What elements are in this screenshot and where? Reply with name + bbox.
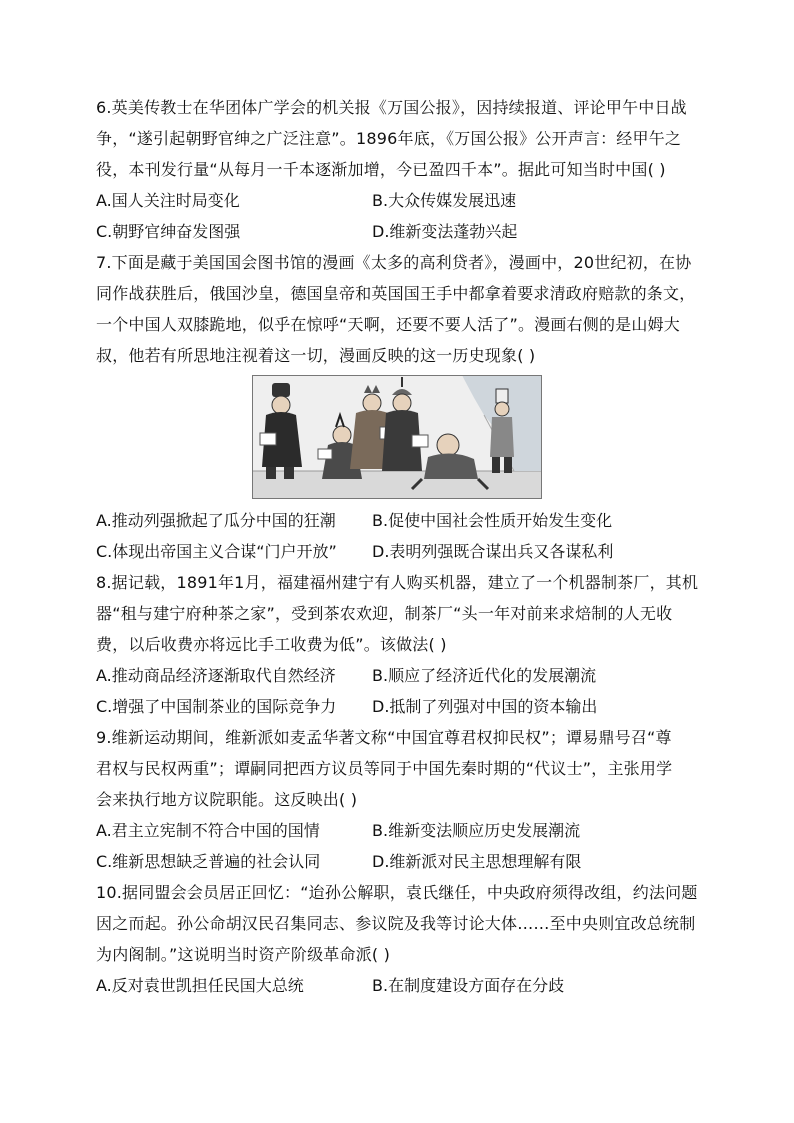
question-7-line-3: 一个中国人双膝跪地，似乎在惊呼“天啊，还要不要人活了”。漫画右侧的是山姆大	[96, 315, 680, 334]
question-7-line-2: 同作战获胜后，俄国沙皇，德国皇帝和英国国王手中都拿着要求清政府赔款的条文，	[96, 284, 696, 303]
question-8-line-3: 费，以后收费亦将远比手工收费为低”。该做法( )	[96, 635, 447, 654]
question-10-options-row-1	[96, 970, 698, 1001]
question-6-options-row-1	[96, 185, 698, 216]
cartoon-illustration	[252, 375, 542, 499]
question-7-line-4: 叔，他若有所思地注视着这一切，漫画反映的这一历史现象( )	[96, 346, 536, 365]
question-8-option-d[interactable]: D.抵制了列强对中国的资本输出	[372, 697, 598, 716]
question-8-options-row-2	[96, 691, 698, 722]
question-6-option-b[interactable]: B.大众传媒发展迅速	[372, 191, 517, 210]
exam-page	[96, 92, 698, 1001]
question-7-options-row-1	[96, 505, 698, 536]
question-9-option-a[interactable]: A.君主立宪制不符合中国的国情	[96, 821, 320, 840]
question-10	[96, 877, 698, 1001]
question-7-option-d[interactable]: D.表明列强既合谋出兵又各谋私利	[372, 542, 614, 561]
question-8-option-b[interactable]: B.顺应了经济近代化的发展潮流	[372, 666, 597, 685]
question-9-options-row-2	[96, 846, 698, 877]
question-8-option-a[interactable]: A.推动商品经济逐渐取代自然经济	[96, 666, 336, 685]
question-9-line-2: 君权与民权两重”；谭嗣同把西方议员等同于中国先秦时期的“代议士”，主张用学	[96, 759, 673, 778]
question-9-option-b[interactable]: B.维新变法顺应历史发展潮流	[372, 821, 581, 840]
question-6-line-1: 6.英美传教士在华团体广学会的机关报《万国公报》，因持续报道、评论甲午中日战	[96, 98, 687, 117]
question-9-options-row-1	[96, 815, 698, 846]
question-8-line-2: 器“租与建宁府种茶之家”，受到茶农欢迎，制茶厂“头一年对前来求焙制的人无收	[96, 604, 673, 623]
question-8-line-1: 8.据记载，1891年1月，福建福州建宁有人购买机器，建立了一个机器制茶厂，其机	[96, 573, 699, 592]
question-6-options-row-2	[96, 216, 698, 247]
question-7-option-a[interactable]: A.推动列强掀起了瓜分中国的狂潮	[96, 511, 336, 530]
question-9-line-1: 9.维新运动期间，维新派如麦孟华著文称“中国宜尊君权抑民权”；谭易鼎号召“尊	[96, 728, 672, 747]
question-7	[96, 247, 698, 567]
question-7-line-1: 7.下面是藏于美国国会图书馆的漫画《太多的高利贷者》，漫画中，20世纪初，在协	[96, 253, 692, 272]
question-10-option-a[interactable]: A.反对袁世凯担任民国大总统	[96, 976, 304, 995]
question-9	[96, 722, 698, 877]
question-9-option-c[interactable]: C.维新思想缺乏普遍的社会认同	[96, 852, 321, 871]
question-10-line-3: 为内阁制。”这说明当时资产阶级革命派( )	[96, 945, 391, 964]
question-6-line-2: 争，“遂引起朝野官绅之广泛注意”。1896年底，《万国公报》公开声言：经甲午之	[96, 129, 682, 148]
question-6-line-3: 役，本刊发行量“从每月一千本逐渐加增，今已盈四千本”。据此可知当时中国( )	[96, 160, 666, 179]
question-6-option-d[interactable]: D.维新变法蓬勃兴起	[372, 222, 518, 241]
question-6-option-a[interactable]: A.国人关注时局变化	[96, 191, 240, 210]
question-7-option-b[interactable]: B.促使中国社会性质开始发生变化	[372, 511, 613, 530]
question-9-line-3: 会来执行地方议院职能。这反映出( )	[96, 790, 358, 809]
question-10-line-2: 因之而起。孙公命胡汉民召集同志、参议院及我等讨论大体……至中央则宜改总统制	[96, 914, 696, 933]
question-7-options-row-2	[96, 536, 698, 567]
question-7-option-c[interactable]: C.体现出帝国主义合谋“门户开放”	[96, 542, 337, 561]
question-8	[96, 567, 698, 722]
question-9-option-d[interactable]: D.维新派对民主思想理解有限	[372, 852, 582, 871]
question-8-options-row-1	[96, 660, 698, 691]
question-6-option-c[interactable]: C.朝野官绅奋发图强	[96, 222, 241, 241]
question-8-option-c[interactable]: C.增强了中国制茶业的国际竞争力	[96, 697, 337, 716]
question-10-option-b[interactable]: B.在制度建设方面存在分歧	[372, 976, 565, 995]
question-10-line-1: 10.据同盟会会员居正回忆：“迨孙公解职，袁氏继任，中央政府须得改组，约法问题	[96, 883, 698, 902]
question-6	[96, 92, 698, 247]
cartoon-image	[252, 375, 542, 499]
